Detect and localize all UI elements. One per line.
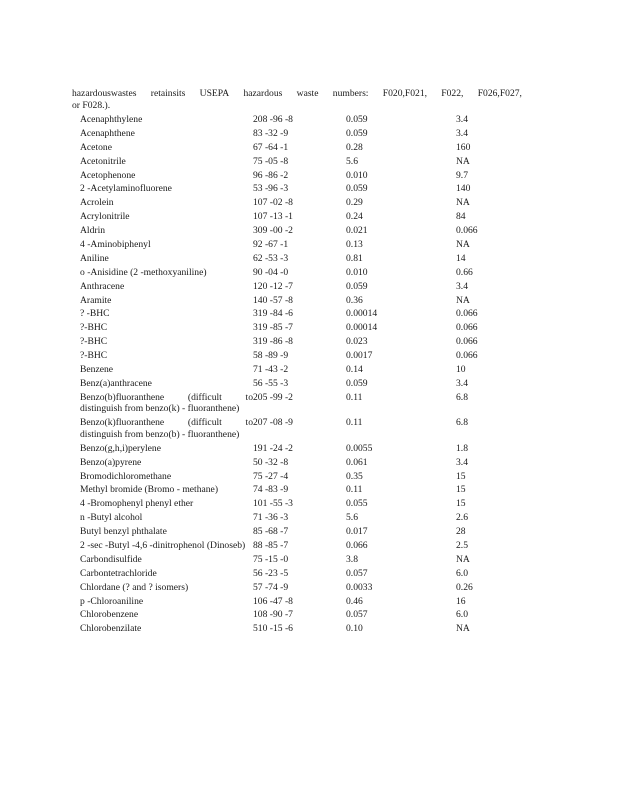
chemical-name-cell: Methyl bromide (Bromo - methane) — [80, 484, 219, 496]
chemical-name-cell: Acenaphthylene — [80, 114, 143, 125]
table-row — [80, 623, 516, 637]
table-row — [80, 211, 516, 225]
chemical-name-cell: Acrylonitrile — [80, 211, 130, 223]
table-row — [80, 484, 516, 498]
standard-value-cell: 1.8 — [456, 442, 468, 454]
limit-value-cell: 0.010 — [346, 169, 368, 181]
limit-value-cell: 5.6 — [346, 512, 358, 524]
table-row — [80, 554, 516, 568]
intro-word: numbers: — [332, 88, 369, 99]
limit-value-cell: 0.059 — [346, 377, 368, 389]
cas-number-cell: 74 -83 -9 — [253, 484, 289, 496]
standard-value-cell: 160 — [456, 141, 471, 153]
cas-number-cell: 191 -24 -2 — [253, 442, 293, 454]
chemical-name-cell: Acrolein — [80, 197, 114, 209]
chemical-name-cell: Carbondisulfide — [80, 553, 142, 565]
limit-value-cell: 0.0055 — [346, 442, 373, 454]
chemical-name-cell: Bromodichloromethane — [80, 470, 172, 482]
limit-value-cell: 3.8 — [346, 553, 358, 565]
cas-number-cell: 107 -02 -8 — [253, 197, 293, 209]
limit-value-cell: 0.14 — [346, 364, 363, 376]
chemical-name-cell: Benzo(a)pyrene — [80, 456, 142, 468]
limit-value-cell: 0.059 — [346, 183, 368, 195]
standard-value-cell: 0.066 — [456, 322, 478, 334]
limit-value-cell: 0.017 — [346, 526, 368, 538]
chemical-name-cell: Benz(a)anthracene — [80, 377, 152, 389]
chemical-name-cell: Acetophenone — [80, 169, 136, 181]
table-row — [80, 457, 516, 471]
chemical-name-cell: Chlorobenzene — [80, 609, 139, 621]
standard-value-cell: NA — [456, 239, 470, 251]
limit-value-cell: 0.0017 — [346, 350, 373, 362]
standard-value-cell: 15 — [456, 484, 466, 496]
table-row — [80, 114, 516, 128]
standard-value-cell: 84 — [456, 211, 466, 223]
chemical-name-cell: Chlordane (? and ? isomers) — [80, 581, 189, 593]
cas-number-cell: 58 -89 -9 — [253, 350, 289, 362]
table-row — [80, 471, 516, 485]
table-row — [80, 526, 516, 540]
limit-value-cell: 0.059 — [346, 127, 368, 139]
table-row — [80, 322, 516, 336]
limit-value-cell: 0.13 — [346, 239, 363, 251]
cas-number-cell: 207 -08 -9 — [253, 417, 293, 429]
intro-paragraph — [72, 88, 522, 112]
chemical-name-cell: 4 -Bromophenyl phenyl ether — [80, 498, 194, 510]
table-row — [80, 417, 516, 442]
standard-value-cell: 140 — [456, 183, 471, 195]
intro-line-1 — [72, 88, 522, 100]
standard-value-cell: 3.4 — [456, 114, 468, 125]
limit-value-cell: 0.11 — [346, 391, 363, 403]
limit-value-cell: 0.059 — [346, 114, 368, 125]
standard-value-cell: 15 — [456, 498, 466, 510]
limit-value-cell: 0.10 — [346, 623, 363, 635]
limit-value-cell: 0.055 — [346, 498, 368, 510]
cas-number-cell: 53 -96 -3 — [253, 183, 289, 195]
limit-value-cell: 0.057 — [346, 567, 368, 579]
cas-number-cell: 319 -85 -7 — [253, 322, 293, 334]
chemical-name-cell: p -Chloroaniline — [80, 595, 144, 607]
limit-value-cell: 0.059 — [346, 280, 368, 292]
chemical-table-body — [80, 114, 516, 637]
cas-number-cell: 56 -55 -3 — [253, 377, 289, 389]
limit-value-cell: 0.29 — [346, 197, 363, 209]
table-row — [80, 267, 516, 281]
standard-value-cell: 0.066 — [456, 308, 478, 320]
table-row — [80, 609, 516, 623]
standard-value-cell: 9.7 — [456, 169, 468, 181]
limit-value-cell: 5.6 — [346, 155, 358, 167]
cas-number-cell: 56 -23 -5 — [253, 567, 289, 579]
chemical-name-cell: Benzo(k)fluoranthene (difficult to distinguish from benzo(b) - fluoranthene) — [80, 417, 253, 440]
standard-value-cell: 15 — [456, 470, 466, 482]
standard-value-cell: 28 — [456, 526, 466, 538]
cas-number-cell: 309 -00 -2 — [253, 225, 293, 237]
limit-value-cell: 0.36 — [346, 294, 363, 306]
standard-value-cell: NA — [456, 623, 470, 635]
cas-number-cell: 107 -13 -1 — [253, 211, 293, 223]
chemical-name-cell: ? -BHC — [80, 308, 110, 320]
limit-value-cell: 0.010 — [346, 266, 368, 278]
cas-number-cell: 92 -67 -1 — [253, 239, 289, 251]
cas-number-cell: 71 -43 -2 — [253, 364, 289, 376]
chemical-name-cell: 2 -sec -Butyl -4,6 -dinitrophenol (Dinoseb) — [80, 540, 246, 552]
limit-value-cell: 0.066 — [346, 540, 368, 552]
table-row — [80, 364, 516, 378]
chemical-name-cell: Acetonitrile — [80, 155, 126, 167]
standard-value-cell: 0.066 — [456, 225, 478, 237]
cas-number-cell: 208 -96 -8 — [253, 114, 293, 125]
standard-value-cell: 6.8 — [456, 391, 468, 403]
table-row — [80, 498, 516, 512]
table-row — [80, 568, 516, 582]
cas-number-cell: 71 -36 -3 — [253, 512, 289, 524]
table-row — [80, 253, 516, 267]
table-row — [80, 443, 516, 457]
standard-value-cell: 3.4 — [456, 127, 468, 139]
table-row — [80, 350, 516, 364]
table-row — [80, 336, 516, 350]
standard-value-cell: 2.6 — [456, 512, 468, 524]
table-row — [80, 142, 516, 156]
table-row — [80, 295, 516, 309]
standard-value-cell: 16 — [456, 595, 466, 607]
chemical-name-cell: o -Anisidine (2 -methoxyaniline) — [80, 266, 207, 278]
limit-value-cell: 0.061 — [346, 456, 368, 468]
table-row — [80, 308, 516, 322]
standard-value-cell: 3.4 — [456, 456, 468, 468]
cas-number-cell: 319 -86 -8 — [253, 336, 293, 348]
cas-number-cell: 85 -68 -7 — [253, 526, 289, 538]
limit-value-cell: 0.28 — [346, 141, 363, 153]
standard-value-cell: NA — [456, 197, 470, 209]
chemical-name-cell: Acetone — [80, 141, 112, 153]
limit-value-cell: 0.24 — [346, 211, 363, 223]
standard-value-cell: NA — [456, 553, 470, 565]
cas-number-cell: 90 -04 -0 — [253, 266, 289, 278]
chemical-name-cell: Acenaphthene — [80, 127, 135, 139]
intro-word: F020,F021, — [382, 88, 428, 99]
cas-number-cell: 120 -12 -7 — [253, 280, 293, 292]
intro-word: F026,F027, — [477, 88, 522, 99]
table-row — [80, 540, 516, 554]
table-row — [80, 197, 516, 211]
table-row — [80, 183, 516, 197]
standard-value-cell: NA — [456, 294, 470, 306]
limit-value-cell: 0.00014 — [346, 322, 378, 334]
table-row — [80, 378, 516, 392]
cas-number-cell: 62 -53 -3 — [253, 252, 289, 264]
standard-value-cell: NA — [456, 155, 470, 167]
limit-value-cell: 0.46 — [346, 595, 363, 607]
standard-value-cell: 14 — [456, 252, 466, 264]
standard-value-cell: 3.4 — [456, 280, 468, 292]
cas-number-cell: 57 -74 -9 — [253, 581, 289, 593]
limit-value-cell: 0.11 — [346, 417, 363, 429]
table-row — [80, 596, 516, 610]
cas-number-cell: 50 -32 -8 — [253, 456, 289, 468]
intro-word: USEPA — [199, 88, 230, 99]
limit-value-cell: 0.81 — [346, 252, 363, 264]
cas-number-cell: 83 -32 -9 — [253, 127, 289, 139]
chemical-name-cell: Benzo(b)fluoranthene (difficult to distinguish from benzo(k) - fluoranthene) — [80, 391, 253, 415]
chemical-name-cell: Benzene — [80, 364, 114, 376]
standard-value-cell: 6.8 — [456, 417, 468, 429]
standard-value-cell: 6.0 — [456, 567, 468, 579]
standard-value-cell: 0.066 — [456, 350, 478, 362]
chemical-name-cell: 4 -Aminobiphenyl — [80, 239, 151, 251]
cas-number-cell: 510 -15 -6 — [253, 623, 293, 635]
chemical-name-cell: Aniline — [80, 252, 109, 264]
chemical-name-cell: ?-BHC — [80, 322, 108, 334]
table-row — [80, 225, 516, 239]
table-row — [80, 512, 516, 526]
table-row — [80, 582, 516, 596]
intro-word: hazardouswastes — [72, 88, 137, 99]
chemical-name-cell: Benzo(g,h,i)perylene — [80, 442, 161, 454]
intro-word: retainsits — [150, 88, 186, 99]
cas-number-cell: 108 -90 -7 — [253, 609, 293, 621]
chemical-name-cell: n -Butyl alcohol — [80, 512, 143, 524]
chemical-table — [80, 114, 516, 637]
standard-value-cell: 2.5 — [456, 540, 468, 552]
cas-number-cell: 67 -64 -1 — [253, 141, 289, 153]
limit-value-cell: 0.35 — [346, 470, 363, 482]
standard-value-cell: 6.0 — [456, 609, 468, 621]
chemical-name-cell: Anthracene — [80, 280, 125, 292]
limit-value-cell: 0.057 — [346, 609, 368, 621]
standard-value-cell: 0.066 — [456, 336, 478, 348]
chemical-name-cell: ?-BHC — [80, 350, 108, 362]
limit-value-cell: 0.00014 — [346, 308, 378, 320]
chemical-name-cell: Carbontetrachloride — [80, 567, 157, 579]
limit-value-cell: 0.0033 — [346, 581, 373, 593]
chemical-name-cell: Chlorobenzilate — [80, 623, 142, 635]
intro-word: hazardous — [243, 88, 283, 99]
table-row — [80, 128, 516, 142]
chemical-name-cell: Aldrin — [80, 225, 106, 237]
cas-number-cell: 96 -86 -2 — [253, 169, 289, 181]
cas-number-cell: 75 -27 -4 — [253, 470, 289, 482]
chemical-name-cell: Butyl benzyl phthalate — [80, 526, 167, 538]
cas-number-cell: 75 -15 -0 — [253, 553, 289, 565]
chemical-name-cell: ?-BHC — [80, 336, 108, 348]
table-row — [80, 156, 516, 170]
limit-value-cell: 0.11 — [346, 484, 363, 496]
chemical-name-cell: Aramite — [80, 294, 112, 306]
cas-number-cell: 88 -85 -7 — [253, 540, 289, 552]
intro-word: F022, — [441, 88, 464, 99]
intro-line-2: or F028.). — [72, 100, 111, 111]
chemical-name-cell: 2 -Acetylaminofluorene — [80, 183, 172, 195]
cas-number-cell: 75 -05 -8 — [253, 155, 289, 167]
standard-value-cell: 0.66 — [456, 266, 473, 278]
standard-value-cell: 3.4 — [456, 377, 468, 389]
limit-value-cell: 0.023 — [346, 336, 368, 348]
table-row — [80, 170, 516, 184]
limit-value-cell: 0.021 — [346, 225, 368, 237]
cas-number-cell: 205 -99 -2 — [253, 391, 293, 403]
cas-number-cell: 319 -84 -6 — [253, 308, 293, 320]
standard-value-cell: 0.26 — [456, 581, 473, 593]
standard-value-cell: 10 — [456, 364, 466, 376]
table-row — [80, 392, 516, 417]
intro-word: waste — [296, 88, 319, 99]
cas-number-cell: 101 -55 -3 — [253, 498, 293, 510]
table-row — [80, 239, 516, 253]
cas-number-cell: 106 -47 -8 — [253, 595, 293, 607]
cas-number-cell: 140 -57 -8 — [253, 294, 293, 306]
table-row — [80, 281, 516, 295]
